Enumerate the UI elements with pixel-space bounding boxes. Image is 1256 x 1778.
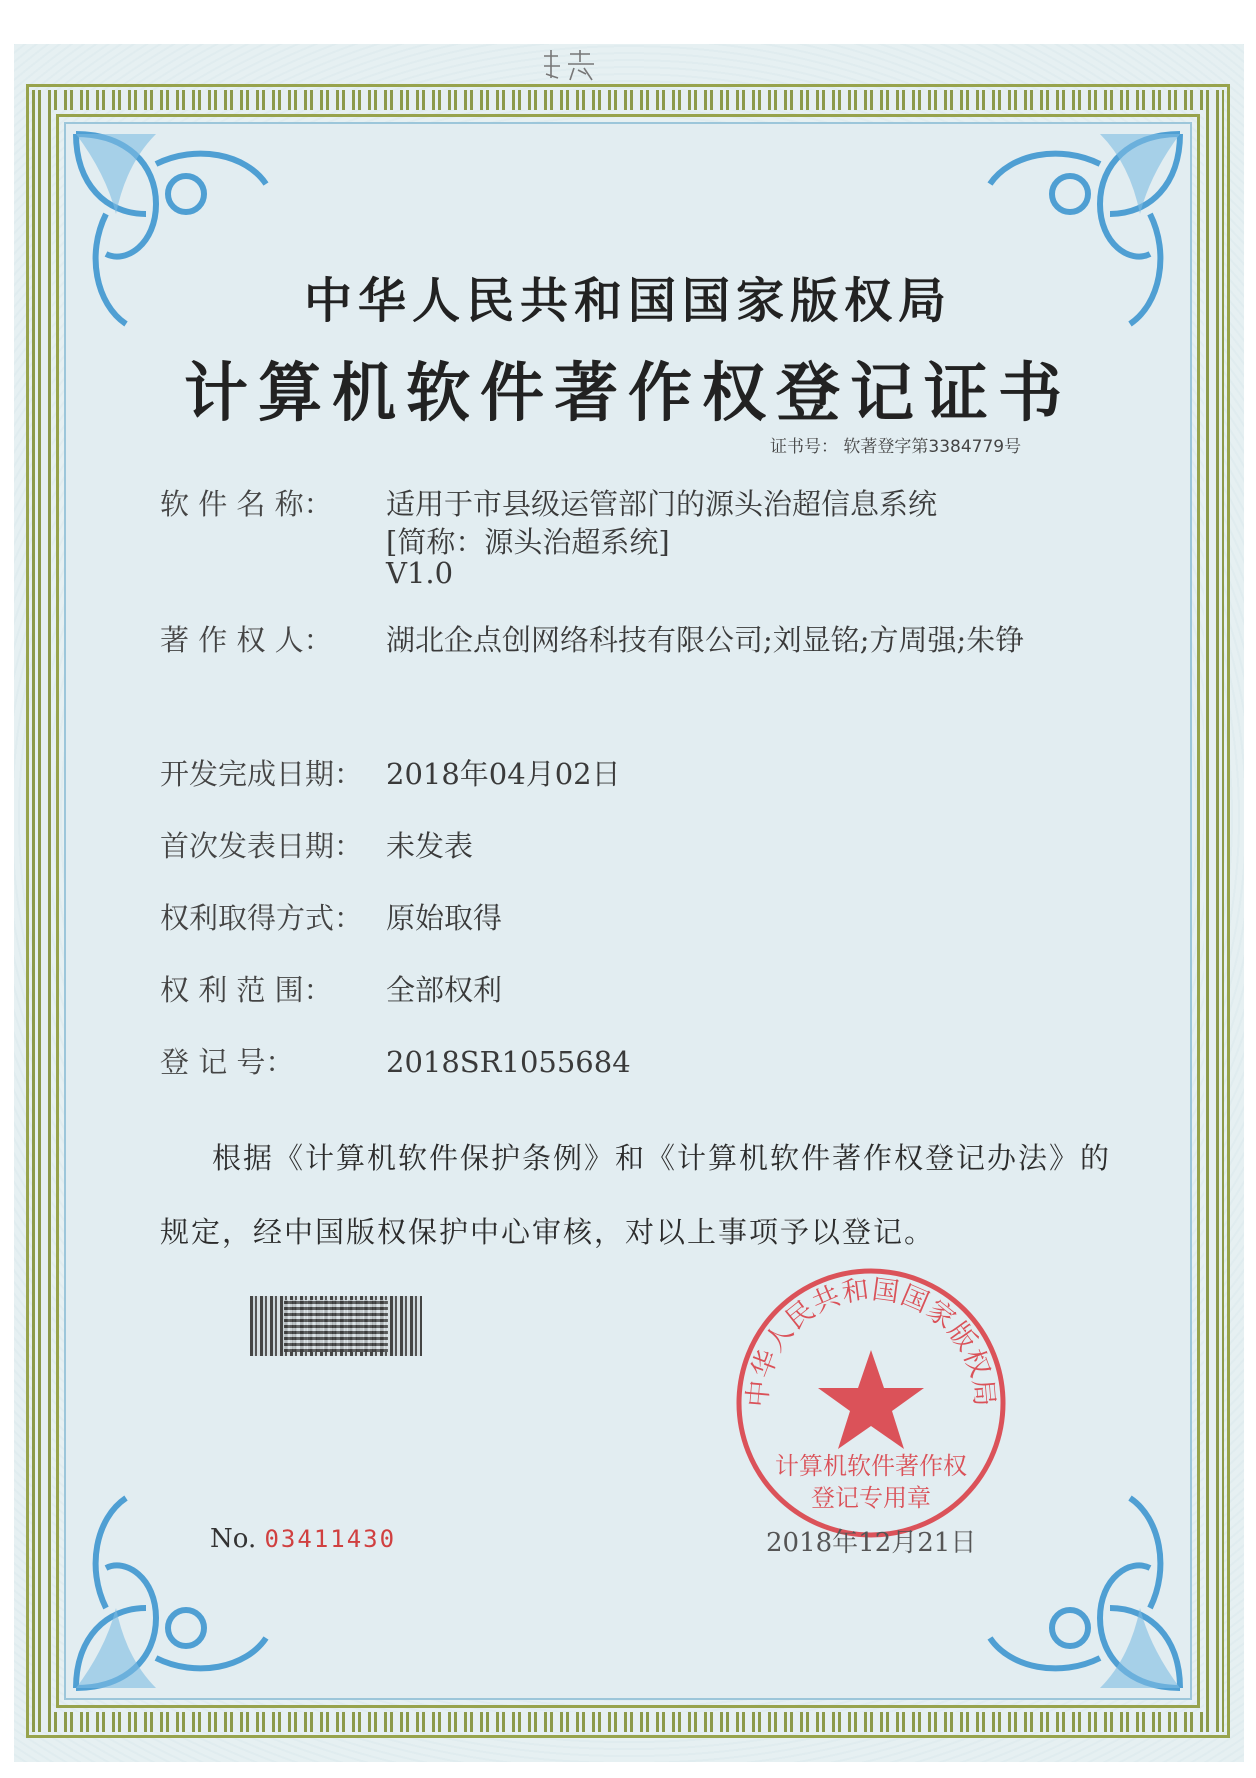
seal-ring-text: 中华人民共和国国家版权局 [742, 1274, 1000, 1409]
field-software-name [160, 486, 937, 522]
certificate-number [770, 432, 1021, 457]
field-label: 首次发表日期： [160, 829, 364, 863]
field-label: 登 记 号： [160, 1045, 295, 1079]
handwritten-note [540, 48, 610, 84]
statement-line-1: 根据《计算机软件保护条例》和《计算机软件著作权登记办法》的 [212, 1141, 1112, 1175]
field-completion-date [160, 756, 621, 792]
software-short-name: [简称：源头治超系统] [386, 525, 670, 559]
qr-code [284, 1300, 388, 1352]
serial-label: No. [210, 1524, 257, 1554]
barcode [250, 1296, 422, 1356]
field-registration-number [160, 1044, 631, 1080]
field-value: 全部权利 [386, 973, 503, 1007]
field-label: 权利取得方式： [160, 901, 364, 935]
field-label: 权 利 范 围： [160, 973, 333, 1007]
certificate-title: 计算机软件著作权登记证书 [184, 356, 1072, 431]
field-first-publish-date [160, 828, 473, 864]
issuing-agency: 中华人民共和国国家版权局 [303, 273, 952, 329]
field-label: 软 件 名 称： [160, 487, 333, 521]
field-acquisition-method [160, 900, 502, 936]
field-label: 开发完成日期： [160, 757, 364, 791]
field-label: 著 作 权 人： [160, 623, 333, 657]
seal-inner-line-1: 计算机软件著作权 [775, 1452, 967, 1480]
field-value: 2018SR1055684 [386, 1045, 631, 1079]
certificate-number-value: 软著登字第3384779号 [843, 437, 1022, 457]
software-version: V1.0 [386, 556, 454, 590]
field-value: 湖北企点创网络科技有限公司;刘显铭;方周强;朱铮 [386, 623, 1025, 657]
field-value: 适用于市县级运管部门的源头治超信息系统 [386, 487, 938, 521]
certificate-number-label: 证书号： [770, 437, 838, 457]
field-copyright-owner [160, 622, 1024, 658]
serial-value: 03411430 [264, 1525, 397, 1553]
official-seal [732, 1264, 1010, 1542]
field-value: 原始取得 [386, 901, 503, 935]
seal-inner-line-2: 登记专用章 [811, 1484, 931, 1512]
field-value: 未发表 [386, 829, 474, 863]
statement-line-2: 规定，经中国版权保护中心审核，对以上事项予以登记。 [160, 1215, 936, 1249]
issue-date: 2018年12月21日 [766, 1528, 977, 1558]
field-rights-scope [160, 972, 502, 1008]
corner-ornament-bottom-left [66, 1478, 316, 1698]
field-value: 2018年04月02日 [386, 757, 621, 791]
serial-number [210, 1524, 396, 1554]
